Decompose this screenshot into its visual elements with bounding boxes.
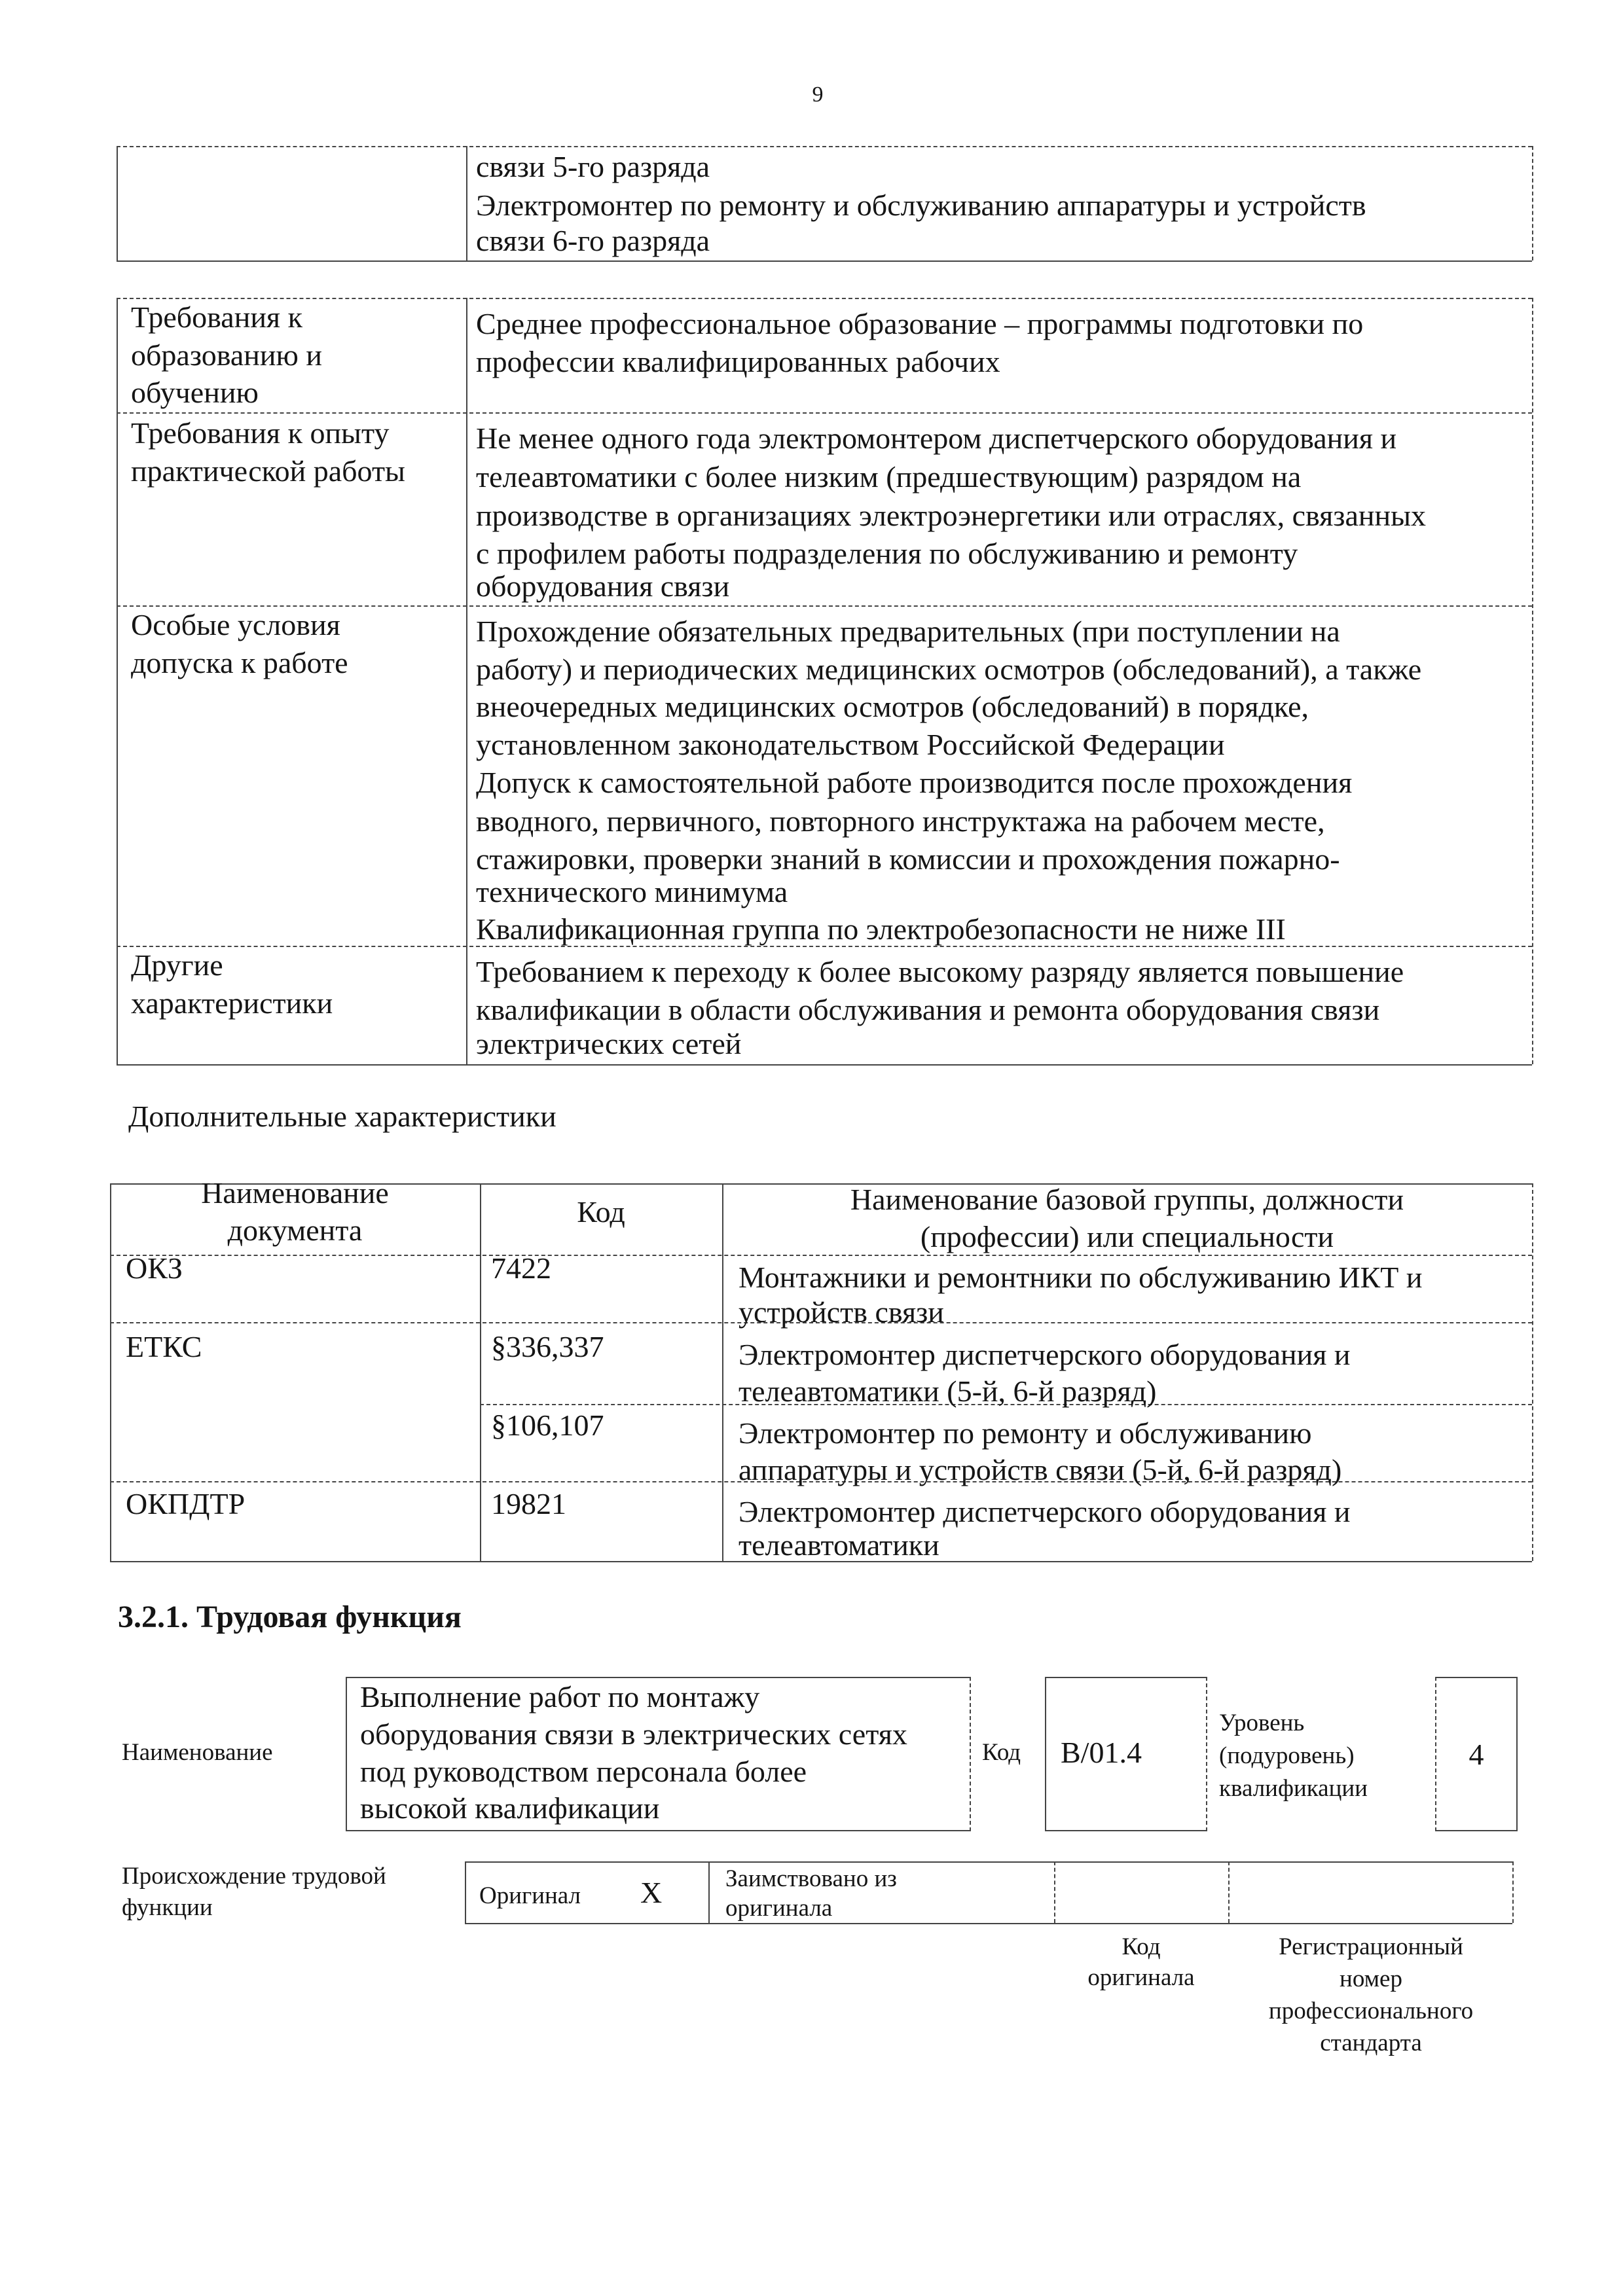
- level-label: квалификации: [1219, 1775, 1368, 1802]
- original-label: Оригинал: [479, 1882, 581, 1909]
- requirement-label: практической работы: [131, 454, 405, 488]
- section-heading: 3.2.1. Трудовая функция: [118, 1600, 462, 1634]
- code-original-caption: оригинала: [1087, 1964, 1195, 1991]
- requirement-value: с профилем работы подразделения по обслуживанию и ремонту: [476, 537, 1298, 570]
- level-value: 4: [1468, 1738, 1484, 1771]
- requirement-value: квалификации в области обслуживания и ремонта оборудования связи: [476, 993, 1380, 1026]
- requirement-value: телеавтоматики с более низким (предшествующим) разрядом на: [476, 460, 1302, 493]
- original-mark: X: [640, 1876, 663, 1909]
- requirement-value: профессии квалифицированных рабочих: [476, 345, 1000, 378]
- level-label: (подуровень): [1219, 1742, 1355, 1769]
- table-border: [480, 1183, 481, 1561]
- requirement-label: Другие: [131, 948, 223, 982]
- requirement-value: электрических сетей: [476, 1027, 742, 1060]
- origin-label: Происхождение трудовой: [122, 1863, 386, 1890]
- table-border: [466, 146, 467, 260]
- table-cell-code: 19821: [491, 1487, 566, 1520]
- requirement-value: Квалификационная группа по электробезопасности не ниже III: [476, 912, 1286, 946]
- requirement-value: Требованием к переходу к более высокому разряду является повышение: [476, 955, 1404, 988]
- requirement-value: технического минимума: [476, 875, 788, 908]
- table-cell-name: аппаратуры и устройств связи (5-й, 6-й разряд): [739, 1453, 1342, 1486]
- requirement-value: установленном законодательством Российской Федерации: [476, 728, 1225, 761]
- name-label: Наименование: [122, 1739, 273, 1766]
- table-cell-name: Электромонтер по ремонту и обслуживанию: [739, 1416, 1312, 1450]
- table-cell-name: Электромонтер диспетчерского оборудования и: [739, 1338, 1351, 1371]
- reg-number-caption: стандарта: [1320, 2030, 1422, 2056]
- table-border: [1532, 298, 1533, 1064]
- reg-number-caption: номер: [1340, 1965, 1402, 1992]
- page-number: 9: [812, 82, 824, 107]
- column-header-code: Код: [577, 1195, 625, 1229]
- requirement-label: Особые условия: [131, 608, 340, 641]
- table-border: [1228, 1861, 1230, 1923]
- function-name-line: высокой квалификации: [360, 1791, 660, 1825]
- reg-number-caption: Регистрационный: [1279, 1933, 1463, 1960]
- table-border: [117, 1064, 1532, 1066]
- function-name-line: Выполнение работ по монтажу: [360, 1680, 760, 1713]
- requirement-value: внеочередных медицинских осмотров (обследований) в порядке,: [476, 690, 1309, 723]
- table-cell-name: устройств связи: [739, 1295, 944, 1329]
- requirement-label: Требования к: [131, 300, 302, 334]
- table-border: [1532, 1183, 1533, 1561]
- function-code-value: B/01.4: [1061, 1736, 1142, 1769]
- function-name-line: оборудования связи в электрических сетях: [360, 1717, 907, 1751]
- table-cell-name: Монтажники и ремонтники по обслуживанию ИКТ и: [739, 1261, 1423, 1294]
- table-cell-document: ОКПДТР: [126, 1487, 246, 1520]
- top-table-line: Электромонтер по ремонту и обслуживанию аппаратуры и устройств: [476, 188, 1366, 222]
- table-border: [465, 1923, 1512, 1924]
- top-table-line: связи 5-го разряда: [476, 150, 710, 183]
- function-name-line: под руководством персонала более: [360, 1755, 807, 1788]
- table-border: [117, 298, 118, 1064]
- borrowed-label: Заимствовано из: [725, 1865, 897, 1892]
- code-original-caption: Код: [1122, 1933, 1161, 1960]
- table-border: [465, 1861, 466, 1923]
- table-cell-document: ОКЗ: [126, 1251, 183, 1285]
- table-border: [117, 298, 1532, 299]
- requirement-value: Прохождение обязательных предварительных (при поступлении на: [476, 615, 1340, 648]
- table-cell-name: телеавтоматики: [739, 1528, 939, 1562]
- requirement-value: Не менее одного года электромонтером диспетчерского оборудования и: [476, 422, 1397, 455]
- column-header-name: (профессии) или специальности: [920, 1220, 1334, 1253]
- requirement-label: допуска к работе: [131, 646, 348, 679]
- requirement-label: характеристики: [131, 986, 333, 1020]
- additional-heading: Дополнительные характеристики: [128, 1100, 556, 1133]
- origin-label: функции: [122, 1894, 213, 1921]
- table-border: [117, 146, 118, 260]
- requirement-value: стажировки, проверки знаний в комиссии и прохождения пожарно-: [476, 842, 1340, 876]
- requirement-label: образованию и: [131, 338, 322, 372]
- table-border: [117, 260, 1532, 262]
- table-cell-code: 7422: [491, 1251, 551, 1285]
- requirement-value: вводного, первичного, повторного инструктажа на рабочем месте,: [476, 804, 1325, 838]
- top-table-line: связи 6-го разряда: [476, 224, 710, 257]
- table-cell-name: Электромонтер диспетчерского оборудования и: [739, 1495, 1351, 1528]
- table-cell-code: §336,337: [491, 1330, 604, 1363]
- code-label: Код: [982, 1739, 1021, 1766]
- borrowed-label: оригинала: [725, 1895, 833, 1922]
- requirement-value: работу) и периодических медицинских осмотров (обследований), а также: [476, 653, 1422, 686]
- requirement-value: Допуск к самостоятельной работе производится после прохождения: [476, 766, 1353, 799]
- table-cell-name: телеавтоматики (5-й, 6-й разряд): [739, 1374, 1157, 1408]
- requirement-label: Требования к опыту: [131, 416, 390, 450]
- table-border: [1512, 1861, 1514, 1923]
- table-border: [1532, 146, 1533, 260]
- table-border: [465, 1861, 1512, 1863]
- requirement-label: обучению: [131, 376, 259, 409]
- table-border: [117, 146, 1532, 147]
- table-border: [1054, 1861, 1055, 1923]
- requirement-value: оборудования связи: [476, 569, 730, 603]
- reg-number-caption: профессионального: [1268, 1998, 1474, 2024]
- level-label: Уровень: [1219, 1710, 1305, 1736]
- column-header-document: Наименование: [201, 1176, 389, 1210]
- table-cell-code: §106,107: [491, 1408, 604, 1442]
- requirement-value: производстве в организациях электроэнергетики или отраслях, связанных: [476, 499, 1426, 532]
- table-cell-document: ЕТКС: [126, 1330, 202, 1363]
- column-header-name: Наименование базовой группы, должности: [850, 1183, 1404, 1216]
- table-border: [466, 298, 467, 1064]
- column-header-document: документа: [227, 1213, 363, 1247]
- requirement-value: Среднее профессиональное образование – программы подготовки по: [476, 307, 1364, 340]
